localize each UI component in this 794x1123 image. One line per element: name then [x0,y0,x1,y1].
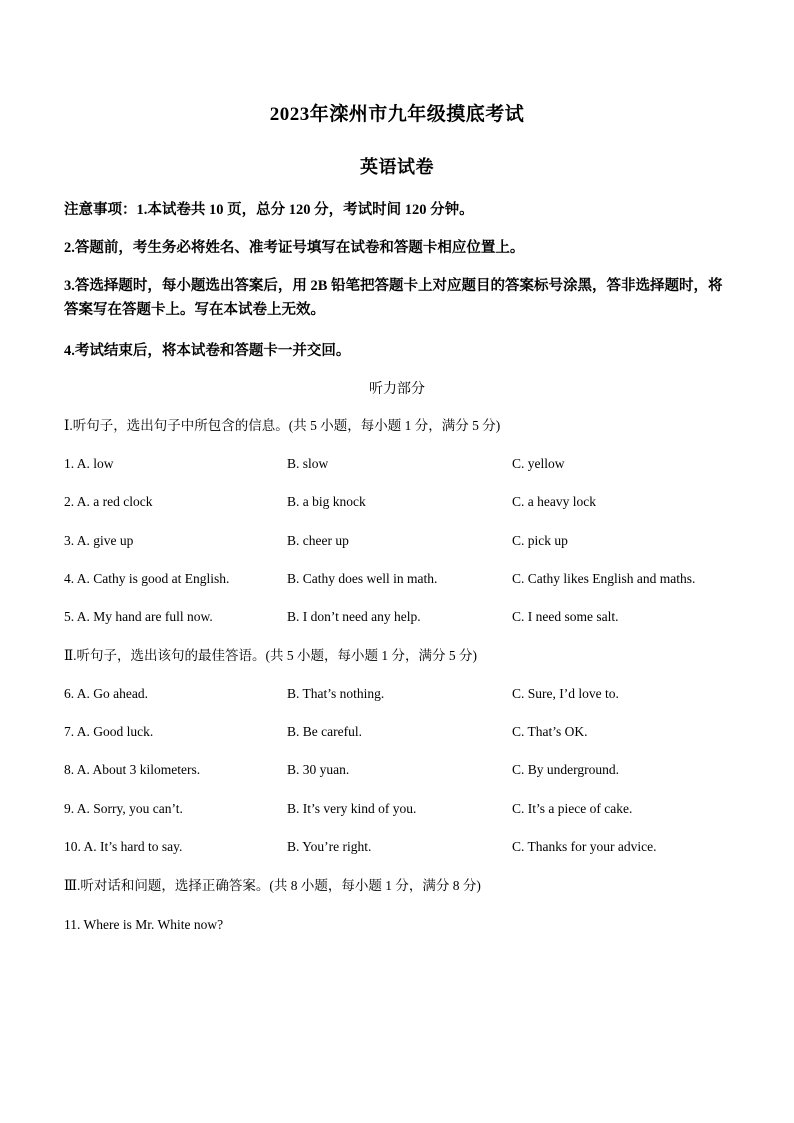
instruction-note: 注意事项：1.本试卷共 10 页，总分 120 分，考试时间 120 分钟。 [64,202,474,218]
option-a: 2. A. a red clock [64,494,153,509]
option-c: C. By underground. [512,762,619,777]
question-row [64,760,736,780]
question-row [64,607,736,627]
instruction-note: 4.考试结束后，将本试卷和答题卡一并交回。 [64,343,351,359]
option-b: B. a big knock [287,494,366,509]
option-c: C. That’s OK. [512,724,588,739]
section-heading: Ⅰ.听句子，选出句子中所包含的信息。(共 5 小题，每小题 1 分，满分 5 分) [64,418,501,433]
question-row [64,492,736,512]
option-b: B. cheer up [287,533,349,548]
option-c: C. yellow [512,456,565,471]
option-a: 10. A. It’s hard to say. [64,839,183,854]
question-row [64,722,736,742]
section-heading: Ⅲ.听对话和问题，选择正确答案。(共 8 小题，每小题 1 分，满分 8 分) [64,878,481,893]
option-a: 6. A. Go ahead. [64,686,148,701]
option-a: 3. A. give up [64,533,134,548]
option-b: B. slow [287,456,329,471]
option-c: C. It’s a piece of cake. [512,801,633,816]
option-b: B. Cathy does well in math. [287,571,438,586]
option-b: B. 30 yuan. [287,762,350,777]
option-a: 9. A. Sorry, you can’t. [64,801,183,816]
part-title: 听力部分 [369,382,425,397]
option-c: C. Sure, I’d love to. [512,686,619,701]
option-a: 8. A. About 3 kilometers. [64,762,201,777]
question-row [64,837,736,857]
option-a: 1. A. low [64,456,114,471]
option-c: C. I need some salt. [512,609,619,624]
question-row [64,531,736,551]
option-a: 4. A. Cathy is good at English. [64,571,230,586]
option-c: C. pick up [512,533,568,548]
instruction-note: 3.答选择题时，每小题选出答案后，用 2B 铅笔把答题卡上对应题目的答案标号涂黑，答非选择题时，将答案写在答题卡上。写在本试卷上无效。 [64,278,723,318]
option-b: B. It’s very kind of you. [287,801,417,816]
option-b: B. That’s nothing. [287,686,385,701]
option-c: C. a heavy lock [512,494,596,509]
question-row [64,799,736,819]
question-row [64,684,736,704]
question-row [64,454,736,474]
question-row [64,569,736,589]
section-heading: Ⅱ.听句子，选出该句的最佳答语。(共 5 小题，每小题 1 分，满分 5 分) [64,648,478,663]
exam-title: 2023年滦州市九年级摸底考试 [269,104,525,125]
option-a: 5. A. My hand are full now. [64,609,213,624]
option-c: C. Thanks for your advice. [512,839,657,854]
question-text: 11. Where is Mr. White now? [64,917,224,932]
option-b: B. You’re right. [287,839,372,854]
option-b: B. Be careful. [287,724,362,739]
option-c: C. Cathy likes English and maths. [512,571,696,586]
exam-subtitle: 英语试卷 [360,157,434,177]
instruction-note: 2.答题前，考生务必将姓名、准考证号填写在试卷和答题卡相应位置上。 [64,240,525,256]
option-b: B. I don’t need any help. [287,609,421,624]
option-a: 7. A. Good luck. [64,724,154,739]
